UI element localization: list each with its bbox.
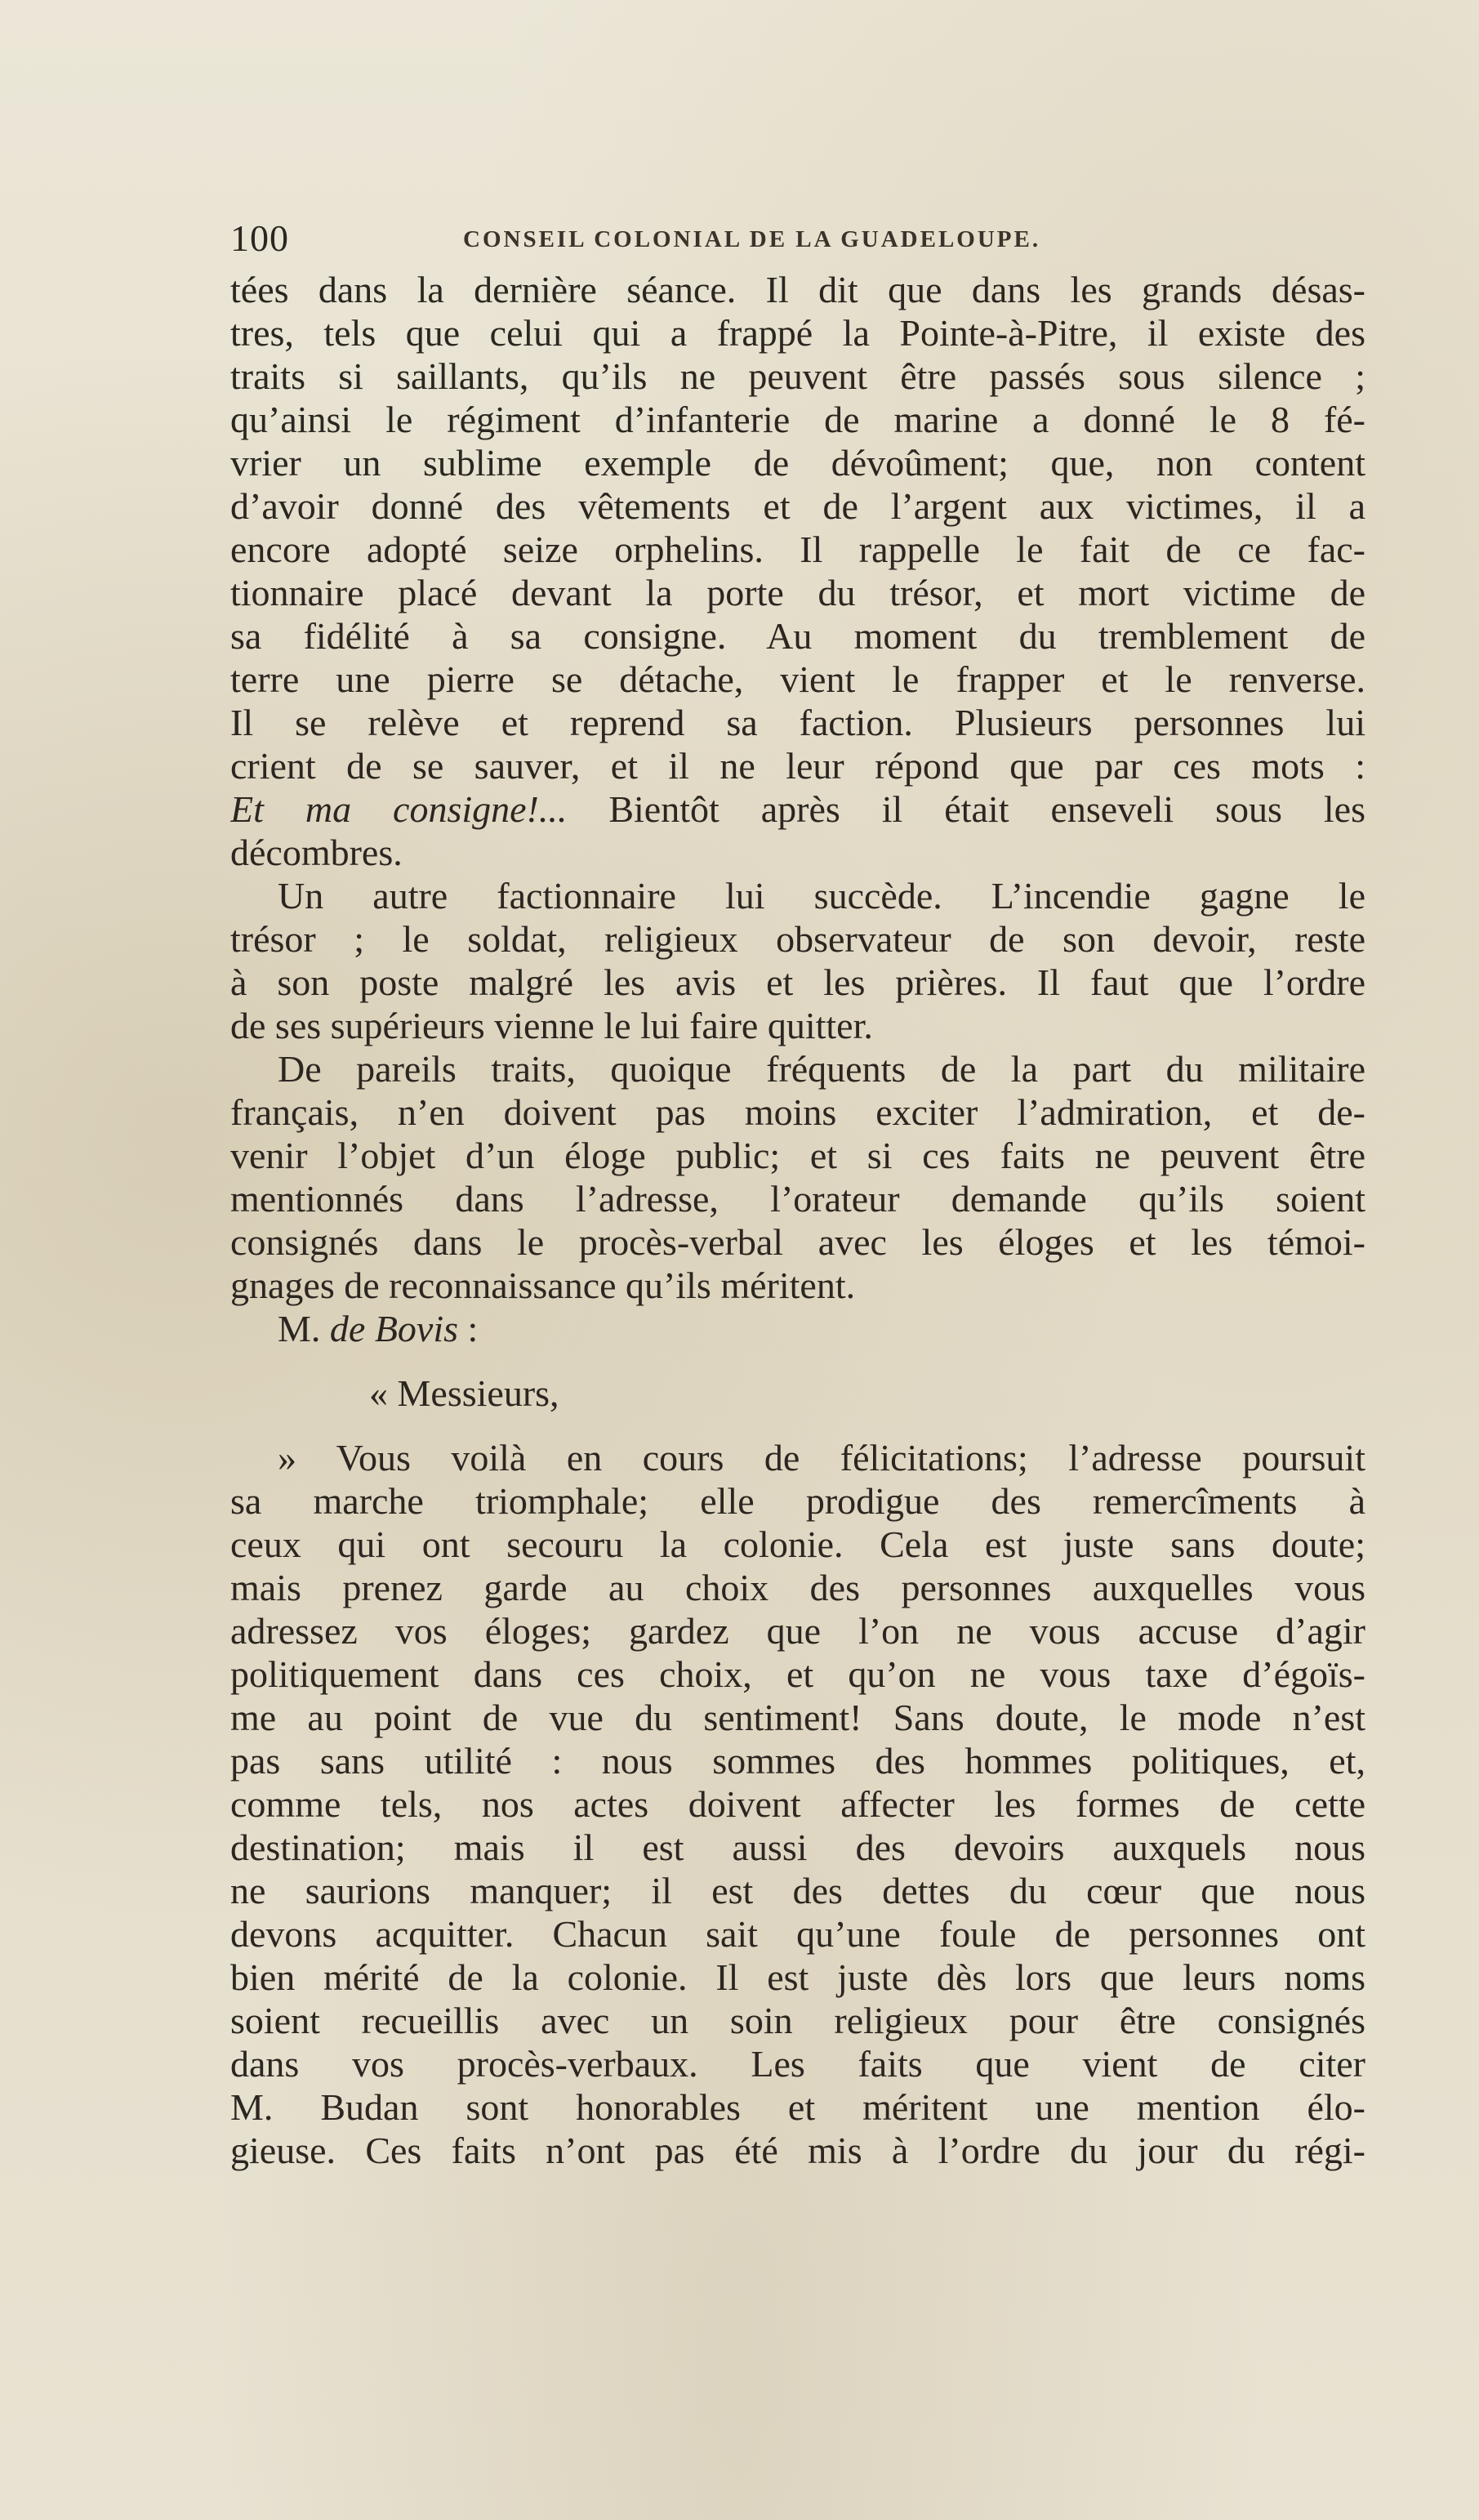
- page-number: 100: [230, 217, 289, 259]
- text-fragment: Bientôt après il était enseveli sous les: [567, 788, 1365, 830]
- text-line: [230, 787, 1365, 831]
- text-line: mentionnés dans l’adresse, l’orateur demande qu’ils soient: [230, 1178, 1365, 1220]
- text-line: De pareils traits, quoique fréquents de la part du militaire: [278, 1048, 1365, 1090]
- text-line: terre une pierre se détache, vient le frapper et le renverse.: [230, 658, 1365, 700]
- text-line: français, n’en doivent pas moins exciter l’admiration, et de-: [230, 1091, 1365, 1133]
- text-line: ceux qui ont secouru la colonie. Cela est juste sans doute;: [230, 1523, 1365, 1565]
- text-line: me au point de vue du sentiment! Sans doute, le mode n’est: [230, 1697, 1365, 1738]
- text-line: gnages de reconnaissance qu’ils méritent.: [230, 1264, 856, 1306]
- text-line: crient de se sauver, et il ne leur répond que par ces mots :: [230, 745, 1365, 787]
- text-line: tées dans la dernière séance. Il dit que dans les grands désas-: [230, 269, 1365, 310]
- text-line: à son poste malgré les avis et les prières. Il faut que l’ordre: [230, 961, 1365, 1003]
- paragraph-1: [230, 268, 1365, 874]
- page-header: [230, 214, 1365, 263]
- text-line: tres, tels que celui qui a frappé la Pointe-à-Pitre, il existe des: [230, 312, 1365, 354]
- spacer: [230, 1350, 1365, 1372]
- text-line: devons acquitter. Chacun sait qu’une foule de personnes ont: [230, 1913, 1365, 1955]
- speaker-line: [230, 1307, 1365, 1350]
- text-line: d’avoir donné des vêtements et de l’argent aux victimes, il a: [230, 485, 1365, 527]
- text-line: mais prenez garde au choix des personnes auxquelles vous: [230, 1567, 1365, 1608]
- spacer: [230, 1415, 1365, 1436]
- text-line: consignés dans le procès-verbal avec les éloges et les témoi-: [230, 1221, 1365, 1263]
- text-line: adressez vos éloges; gardez que l’on ne vous accuse d’agir: [230, 1610, 1365, 1652]
- paragraph-2: [230, 874, 1365, 1047]
- text-line: vrier un sublime exemple de dévoûment; que, non content: [230, 442, 1365, 484]
- paragraph-4: [230, 1436, 1365, 2172]
- text-line: de ses supérieurs vienne le lui faire quitter.: [230, 1005, 873, 1046]
- text-line: M. Budan sont honorables et méritent une mention élo-: [230, 2086, 1365, 2128]
- text-line: dans vos procès-verbaux. Les faits que vient de citer: [230, 2043, 1365, 2085]
- running-head: CONSEIL COLONIAL DE LA GUADELOUPE.: [463, 226, 1041, 252]
- text-line: encore adopté seize orphelins. Il rappelle le fait de ce fac-: [230, 529, 1365, 570]
- text-line: sa marche triomphale; elle prodigue des remercîments à: [230, 1480, 1365, 1522]
- speaker-prefix: M.: [278, 1308, 330, 1349]
- text-line: sa fidélité à sa consigne. Au moment du tremblement de: [230, 615, 1365, 657]
- text-line: traits si saillants, qu’ils ne peuvent être passés sous silence ;: [230, 355, 1365, 397]
- text-line: Un autre factionnaire lui succède. L’incendie gagne le: [278, 875, 1365, 917]
- speaker-name: de Bovis: [329, 1308, 459, 1349]
- text-line: décombres.: [230, 832, 403, 873]
- text-line: tionnaire placé devant la porte du trésor, et mort victime de: [230, 572, 1365, 613]
- text-line: Il se relève et reprend sa faction. Plusieurs personnes lui: [230, 702, 1365, 743]
- text-line: comme tels, nos actes doivent affecter les formes de cette: [230, 1783, 1365, 1825]
- quoted-words: Et ma consigne!...: [230, 788, 568, 830]
- text-line: qu’ainsi le régiment d’infanterie de marine a donné le 8 fé-: [230, 399, 1365, 440]
- text-line: soient recueillis avec un soin religieux pour être consignés: [230, 2000, 1365, 2041]
- text-line: gieuse. Ces faits n’ont pas été mis à l’ordre du jour du régi-: [230, 2130, 1365, 2171]
- paragraph-3: [230, 1047, 1365, 1307]
- text-line: destination; mais il est aussi des devoirs auxquels nous: [230, 1826, 1365, 1868]
- salutation: « Messieurs,: [369, 1372, 559, 1414]
- text-line: venir l’objet d’un éloge public; et si ces faits ne peuvent être: [230, 1135, 1365, 1176]
- text-line: ne saurions manquer; il est des dettes du cœur que nous: [230, 1870, 1365, 1911]
- speaker-suffix: :: [458, 1308, 479, 1349]
- text-line: politiquement dans ces choix, et qu’on ne vous taxe d’égoïs-: [230, 1653, 1365, 1695]
- text-line: » Vous voilà en cours de félicitations; l’adresse poursuit: [278, 1437, 1365, 1479]
- body-text: [230, 268, 1365, 2172]
- text-line: trésor ; le soldat, religieux observateur de son devoir, reste: [230, 918, 1365, 960]
- text-line: bien mérité de la colonie. Il est juste dès lors que leurs noms: [230, 1956, 1365, 1998]
- text-line: pas sans utilité : nous sommes des hommes politiques, et,: [230, 1740, 1365, 1782]
